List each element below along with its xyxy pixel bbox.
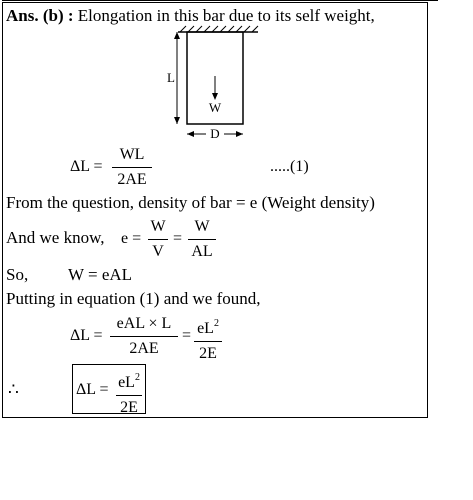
eq2-fraction-1 [110,315,178,358]
eq2-frac2-num: $eL^2$ [197,318,219,337]
answer-label: Ans. (b) : [6,6,74,25]
final-fraction [116,369,142,417]
heading-line [6,6,375,26]
know-eq: = [173,230,183,247]
eq1-fraction [112,146,152,189]
therefore-symbol: ∴ [8,380,19,399]
final-den: 2E [120,399,138,416]
eq1-reference: .....(1) [270,158,309,175]
eq2-frac1-num: eAL × L [116,315,172,332]
eq2-lhs: ΔL = [70,327,103,344]
eq2-fraction-2 [194,315,222,363]
heading-text: Elongation in this bar due to its self weight, [77,6,375,25]
know-prefix: And we know, [6,228,105,247]
know-frac2-den: AL [191,243,213,260]
eq1-denominator: 2AE [117,171,147,188]
know-fraction-1 [148,218,168,261]
density-line: From the question, density of bar = e (Weight density) [6,193,375,212]
know-frac1-num: W [150,218,166,235]
know-frac1-den: V [152,243,164,260]
length-label: L [167,70,175,85]
diameter-label: D [210,126,220,141]
eq1-numerator: WL [119,146,145,163]
eq1-lhs: ΔL = [70,158,103,175]
eq2-eq: = [182,327,192,344]
final-num: $eL^2$ [118,372,140,391]
eq2-frac2-den: 2E [199,345,217,362]
so-prefix: So, [6,265,29,284]
weight-label: W [208,100,222,115]
final-lhs: ΔL = [76,381,109,398]
eq2-frac1-den: 2AE [129,340,159,357]
know-lhs: e = [121,230,142,247]
so-expression: W = eAL [68,265,133,284]
putting-line: Putting in equation (1) and we found, [6,289,261,308]
know-frac2-num: W [194,218,210,235]
top-rule [2,0,438,1]
bar-diagram [160,24,270,144]
know-fraction-2 [188,218,216,261]
